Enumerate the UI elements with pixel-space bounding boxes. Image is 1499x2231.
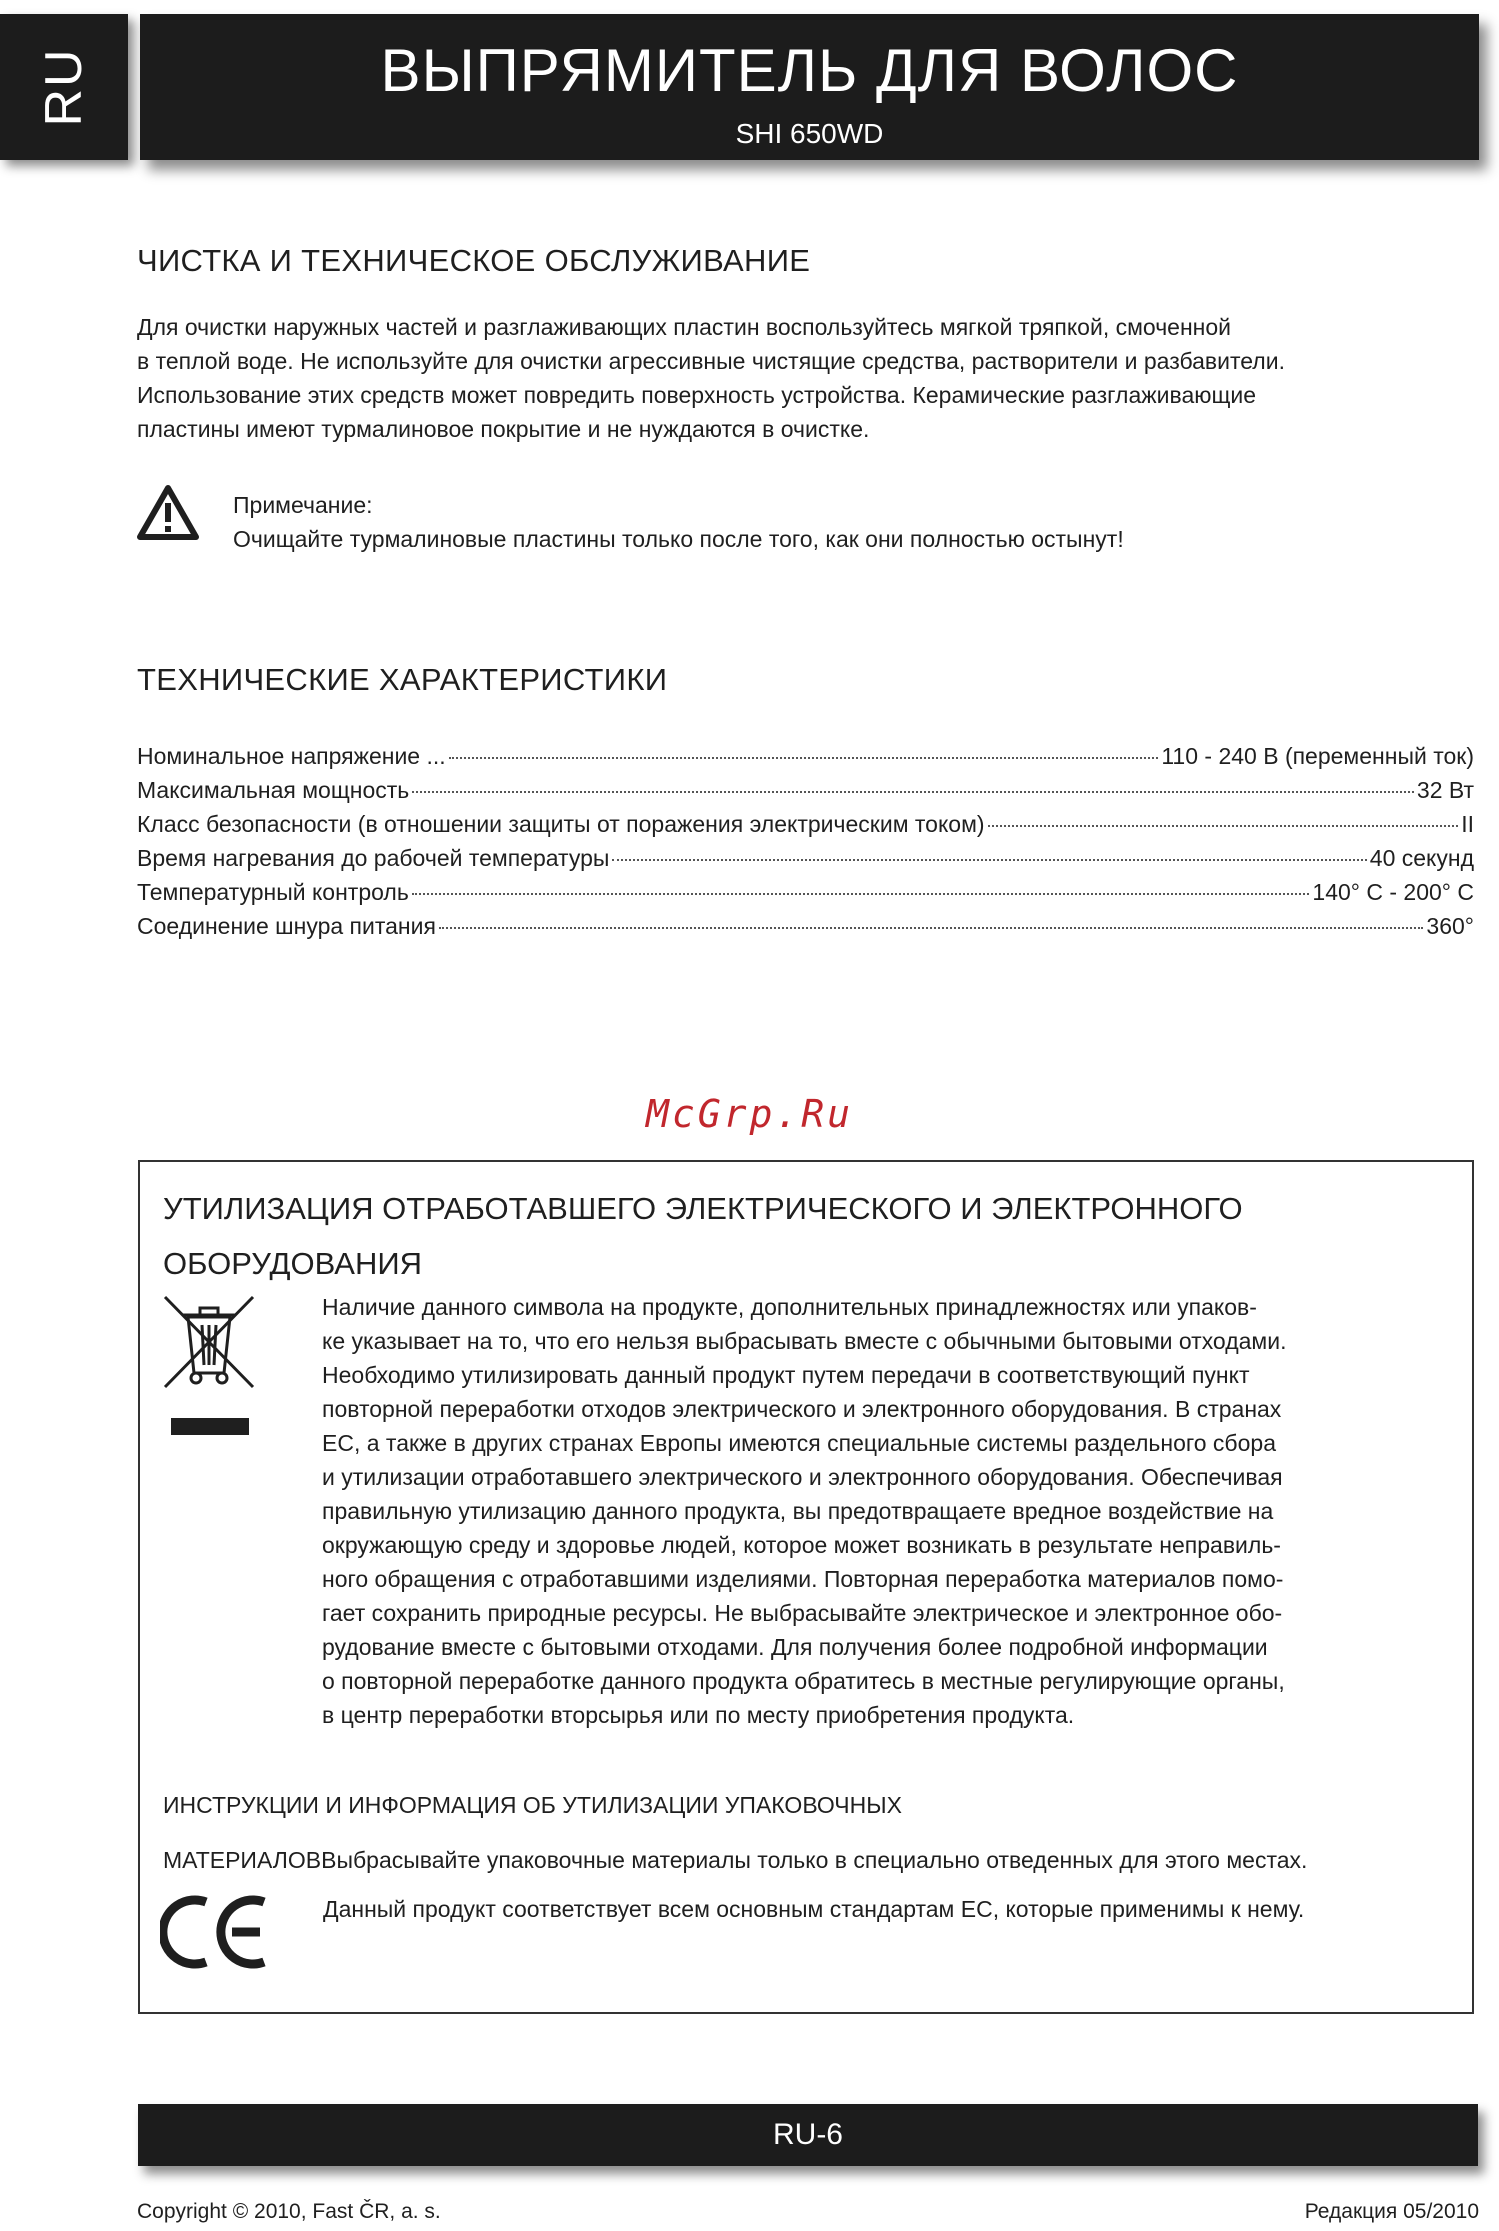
spec-row: [137, 913, 1474, 947]
page-title: ВЫПРЯМИТЕЛЬ ДЛЯ ВОЛОС: [380, 37, 1239, 104]
leader-dots: [412, 893, 1310, 895]
disposal-line: в центр переработки вторсырья или по месту приобретения продукта.: [322, 1702, 1075, 1728]
spec-label: Максимальная мощность: [137, 777, 410, 803]
language-tab: [0, 14, 128, 160]
disposal-line: гает сохранить природные ресурсы. Не выбрасывайте электрическое и электронное обо-: [322, 1600, 1283, 1626]
disposal-line: ке указывает на то, что его нельзя выбрасывать вместе с обычными бытовыми отходами.: [322, 1328, 1287, 1354]
watermark[interactable]: McGrp.Ru: [645, 1092, 854, 1136]
leader-dots: [612, 859, 1366, 861]
copyright: Copyright © 2010, Fast ČR, a. s.: [137, 2200, 441, 2223]
disposal-line: ного обращения с отработавшими изделиями. Повторная переработка материалов помо-: [322, 1566, 1284, 1592]
specs-heading: ТЕХНИЧЕСКИЕ ХАРАКТЕРИСТИКИ: [137, 662, 668, 697]
spec-label: Соединение шнура питания: [137, 913, 436, 939]
disposal-line: и утилизации отработавшего электрического и электронного оборудования. Обеспечивая: [322, 1464, 1283, 1490]
ce-mark-icon: [160, 1892, 272, 1972]
disposal-heading-line: ОБОРУДОВАНИЯ: [163, 1246, 423, 1281]
warning-triangle-icon: [136, 484, 200, 542]
spec-label: Номинальное напряжение ...: [137, 743, 446, 769]
spec-row: [137, 743, 1474, 777]
language-code: RU: [35, 47, 93, 127]
cleaning-line: пластины имеют турмалиновое покрытие и не нуждаются в очистке.: [137, 416, 870, 442]
spec-value: II: [1461, 811, 1474, 837]
spec-row: [137, 811, 1474, 845]
cleaning-note: [233, 488, 1473, 556]
revision: Редакция 05/2010: [1304, 2200, 1479, 2223]
ce-text: Данный продукт соответствует всем основным стандартам ЕС, которые применимы к нему.: [323, 1896, 1305, 1922]
disposal-line: Необходимо утилизировать данный продукт путем передачи в соответствующий пункт: [322, 1362, 1250, 1388]
disposal-line: ЕС, а также в других странах Европы имеются специальные системы раздельного сбора: [322, 1430, 1276, 1456]
disposal-line: повторной переработки отходов электрического и электронного оборудования. В странах: [322, 1396, 1282, 1422]
packaging-text: МАТЕРИАЛОВВыбрасывайте упаковочные материалы только в специально отведенных для этого местах.: [163, 1847, 1308, 1873]
disposal-heading-line: УТИЛИЗАЦИЯ ОТРАБОТАВШЕГО ЭЛЕКТРИЧЕСКОГО И ЭЛЕКТРОННОГО: [163, 1191, 1243, 1226]
disposal-paragraph: [322, 1290, 1462, 1732]
note-text: Очищайте турмалиновые пластины только после того, как они полностью остынут!: [233, 526, 1124, 552]
note-label: Примечание:: [233, 492, 373, 518]
ce-mark-label: [160, 1900, 161, 1901]
cleaning-line: Использование этих средств может повредить поверхность устройства. Керамические разглаживающие: [137, 382, 1257, 408]
disposal-line: Наличие данного символа на продукте, дополнительных принадлежностях или упаков-: [322, 1294, 1257, 1320]
model-number: SHI 650WD: [735, 118, 884, 149]
spec-label: Время нагревания до рабочей температуры: [137, 845, 610, 871]
cleaning-line: Для очистки наружных частей и разглаживающих пластин воспользуйтесь мягкой тряпкой, смоченной: [137, 314, 1232, 340]
spec-value: 32 Вт: [1416, 777, 1474, 803]
spec-row: [137, 879, 1474, 913]
cleaning-paragraph: [137, 310, 1477, 446]
crossed-bin-icon: [160, 1293, 258, 1439]
leader-dots: [988, 825, 1459, 827]
spec-value: 360°: [1426, 913, 1474, 939]
spec-row: [137, 845, 1474, 879]
leader-dots: [439, 927, 1424, 929]
spec-label: Класс безопасности (в отношении защиты от поражения электрическим током): [137, 811, 985, 837]
disposal-line: рудование вместе с бытовыми отходами. Для получения более подробной информации: [322, 1634, 1268, 1660]
spec-label: Температурный контроль: [137, 879, 409, 905]
cleaning-heading: ЧИСТКА И ТЕХНИЧЕСКОЕ ОБСЛУЖИВАНИЕ: [137, 243, 811, 278]
disposal-line: о повторной переработке данного продукта обратитесь в местные регулирующие органы,: [322, 1668, 1285, 1694]
page-number: RU-6: [772, 2118, 843, 2151]
disposal-line: окружающую среду и здоровье людей, которое может возникать в результате неправиль-: [322, 1532, 1281, 1558]
spec-value: 140° C - 200° C: [1312, 879, 1474, 905]
spec-value: 40 секунд: [1369, 845, 1474, 871]
packaging-heading: ИНСТРУКЦИИ И ИНФОРМАЦИЯ ОБ УТИЛИЗАЦИИ УПАКОВОЧНЫХ: [163, 1792, 902, 1818]
footer-bar: [138, 2104, 1478, 2166]
spec-row: [137, 777, 1474, 811]
disposal-line: правильную утилизацию данного продукта, вы предотвращаете вредное воздействие на: [322, 1498, 1274, 1524]
leader-dots: [412, 791, 1414, 793]
header-bar: [140, 14, 1479, 160]
cleaning-line: в теплой воде. Не используйте для очистки агрессивные чистящие средства, растворители и разбавители.: [137, 348, 1285, 374]
spec-value: 110 - 240 В (переменный ток): [1161, 743, 1474, 769]
leader-dots: [449, 757, 1159, 759]
disposal-heading: [163, 1181, 1243, 1291]
